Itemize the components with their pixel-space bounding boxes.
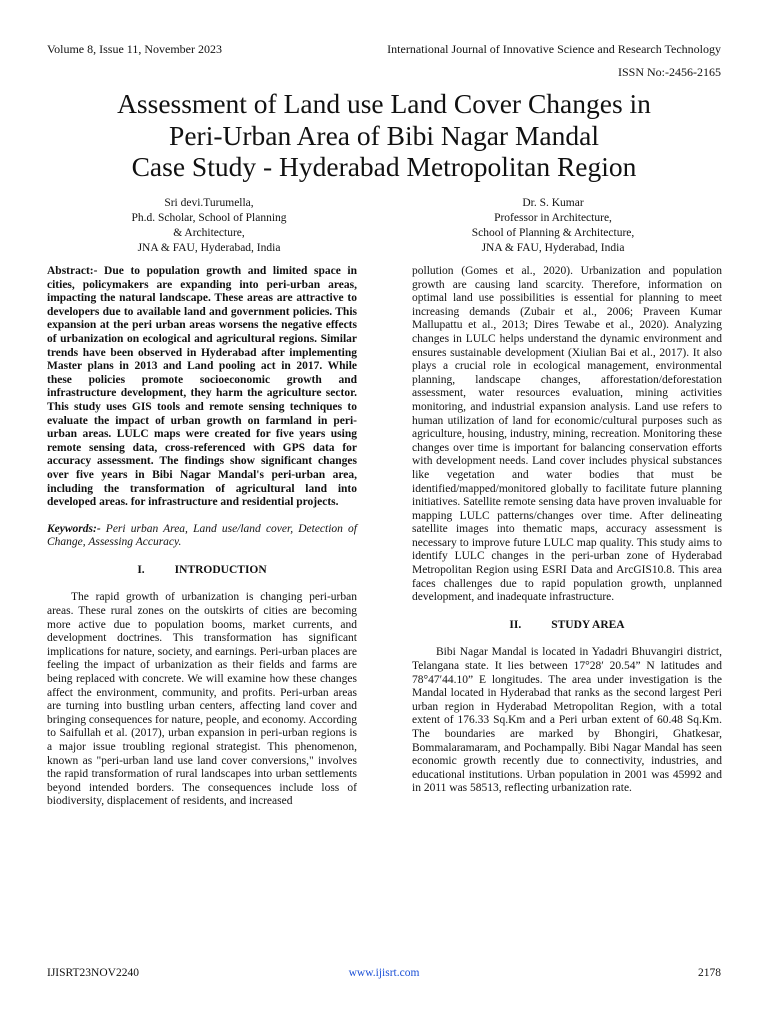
- study-area-paragraph: Bibi Nagar Mandal is located in Yadadri Bhuvangiri district, Telangana state. It lies between 17°28′ 20.54” N latitudes and 78°47′44.10” E longitudes. The area under investigation is the Mandal located in Hyderabad that ranks as the second largest Peri urban region in Hyderabad Metropolitan Region, with a total extent of 176.33 Sq.Km and a Peri urban extent of 60.48 Sq.Km. The boundaries are marked by Bhongiri, Ghatkesar, Bommalaramaram, and Pochampally. Bibi Nagar Mandal has seen economic growth recently due to connectivity, industries, and educational institutions. Urban population in 2001 was 45992 and in 2011 was 58513, reflecting urbanization rate.: [412, 646, 722, 795]
- introduction-paragraph: The rapid growth of urbanization is changing peri-urban areas. These rural zones on the outskirts of cities are becoming more active due to population booms, market currents, and development doctrines. This transformation has significant implications for nature, society, and earnings. Peri-urban places are feeling the impact of urbanization as their fields and farms are being replaced with concrete. We will examine how these changes affect the environment, community, and profits. Peri-urban areas are turning into bustling urban centers, affecting land cover and bringing consequences for nature, people, and economy. According to Saifullah et al. (2017), urban expansion in peri-urban regions is a major issue troubling regional strategist. This phenomenon, known as "peri-urban land use land cover conversions," involves the rapid transformation of rural landscapes into urban settlements beyond intended borders. The consequences include loss of biodiversity, displacement of residents, and increased: [47, 591, 357, 808]
- section-title: STUDY AREA: [551, 618, 625, 631]
- keywords-text: Peri urban Area, Land use/land cover, Detection of Change, Assessing Accuracy.: [47, 522, 357, 549]
- footer-website-link[interactable]: www.ijisrt.com: [348, 967, 420, 979]
- header-journal: International Journal of Innovative Science and Research Technology: [387, 42, 721, 56]
- footer-paper-id: IJISRT23NOV2240: [47, 967, 139, 979]
- section-title: INTRODUCTION: [174, 563, 267, 576]
- right-column: [412, 265, 722, 796]
- author-affiliation: JNA & FAU, Hyderabad, India: [137, 242, 281, 254]
- author-name: Dr. S. Kumar: [522, 197, 584, 209]
- section-number: I.: [137, 563, 145, 576]
- section-number: II.: [509, 618, 522, 631]
- section-heading-study-area: [412, 619, 722, 633]
- header-volume: Volume 8, Issue 11, November 2023: [47, 42, 222, 56]
- keywords: [47, 523, 357, 550]
- author-affiliation: Ph.d. Scholar, School of Planning: [131, 212, 287, 224]
- paper-title: [40, 88, 728, 183]
- author-affiliation: JNA & FAU, Hyderabad, India: [481, 242, 625, 254]
- author-block-2: [413, 196, 693, 256]
- title-line: Peri-Urban Area of Bibi Nagar Mandal: [169, 119, 599, 151]
- left-column: [47, 265, 357, 809]
- abstract: Abstract:- Due to population growth and limited space in cities, policymakers are expanding into peri-urban areas, impacting the natural landscape. These areas are attractive to developers due to available land and government policies. This expansion at the peri urban areas worsens the negative effects of urbanization on ecological and agricultural regions. Similar trends have been observed in Hyderabad after implementing Master plans in 2013 and Land pooling act in 2017. While these policies promote socioeconomic growth and infrastructure development, they harm the agriculture sector. This study uses GIS tools and remote sensing techniques to evaluate the impact of urban growth on farmland in peri-urban areas. LULC maps were created for five years using remote sensing data, cross-referenced with GPS data for accuracy assessment. The findings show significant changes over five years in Bibi Nagar Mandal's peri-urban area, including the transformation of agricultural land into developed areas. for infrastructure and residential projects.: [47, 265, 357, 509]
- author-affiliation: School of Planning & Architecture,: [471, 227, 635, 239]
- author-affiliation: Professor in Architecture,: [494, 212, 612, 224]
- title-line: Assessment of Land use Land Cover Changes in: [117, 88, 651, 119]
- section-heading-introduction: [47, 564, 357, 578]
- title-line: Case Study - Hyderabad Metropolitan Region: [131, 151, 637, 182]
- author-name: Sri devi.Turumella,: [164, 197, 254, 209]
- header-issn: ISSN No:-2456-2165: [617, 65, 721, 79]
- footer-page-number: 2178: [698, 967, 721, 979]
- keywords-label: Keywords:-: [47, 522, 101, 535]
- author-affiliation: & Architecture,: [173, 227, 245, 239]
- author-block-1: [69, 196, 349, 256]
- introduction-continuation: pollution (Gomes et al., 2020). Urbanization and population growth are causing land scarcity. Therefore, information on optimal land use possibilities is essential for planning to meet increasing demands (Zubair et al., 2006; Praveen Kumar Mallupattu et al., 2013; Dires Tewabe et al., 2020). Analyzing changes in LULC helps understand the dynamic environment and ensures sustainable development (Xiulian Bai et al., 2017). It also plays a crucial role in ecological management, environmental planning, landscape changes, afforestation/deforestation assessment, water resources evaluation, mining activities monitoring, and industrial expansion analysis. Land use refers to human utilization of land for economic/cultural purposes such as agriculture, housing, industry, mining, recreation. Monitoring these changes over time is important for balancing conservation efforts with development needs. Land cover includes physical substances like vegetation and water bodies that must be identified/mapped/monitored globally to facilitate future planning initiatives. Satellite remote sensing data have proven invaluable for mapping LULC patterns/changes over time. After delineating satellite images into thematic maps, accuracy assessment is necessary to improve future LULC map quality. This study aims to identify LULC changes in the peri-urban zone of Hyderabad Metropolitan Region using ESRI Data and ArcGIS10.8. This area faces challenges due to rapid population growth, unplanned development, and inadequate infrastructure.: [412, 265, 722, 604]
